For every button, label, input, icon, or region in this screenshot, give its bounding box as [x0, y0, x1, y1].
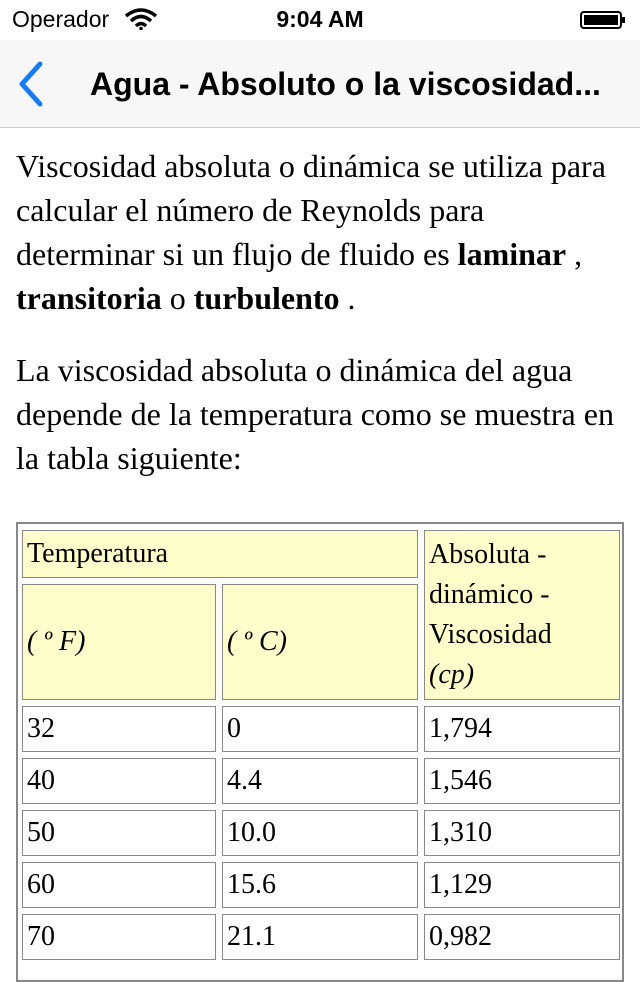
cell-celsius: 4.4 — [222, 758, 418, 804]
intro-paragraph — [16, 144, 628, 320]
header-celsius-label: ( º C) — [227, 626, 288, 657]
table-row — [22, 810, 620, 856]
header-temperature: Temperatura — [22, 530, 418, 578]
term-laminar: laminar — [457, 236, 567, 272]
cell-viscosity: 1,129 — [424, 862, 620, 908]
cell-viscosity: 0,982 — [424, 914, 620, 960]
table-row — [22, 862, 620, 908]
navigation-bar — [0, 40, 640, 128]
cell-fahrenheit: 40 — [22, 758, 216, 804]
table-row — [22, 758, 620, 804]
header-viscosity — [424, 530, 620, 700]
term-transitoria: transitoria — [16, 280, 162, 316]
cell-fahrenheit: 32 — [22, 706, 216, 752]
viscosity-table — [16, 524, 626, 966]
cell-celsius: 15.6 — [222, 862, 418, 908]
header-celsius — [222, 584, 418, 700]
table-row — [22, 706, 620, 752]
header-viscosity-label: Absoluta - dinámico - Viscosidad — [429, 539, 552, 650]
battery-icon — [580, 11, 626, 29]
period: . — [339, 280, 356, 316]
article-body — [16, 144, 628, 508]
header-viscosity-unit: (cp) — [429, 659, 475, 690]
separator: o — [161, 280, 194, 316]
carrier-label: Operador — [12, 6, 110, 32]
header-fahrenheit — [22, 584, 216, 700]
separator: , — [566, 236, 583, 272]
viscosity-table-frame — [16, 522, 624, 982]
header-fahrenheit-label: ( º F) — [27, 626, 86, 657]
cell-celsius: 10.0 — [222, 810, 418, 856]
cell-viscosity: 1,546 — [424, 758, 620, 804]
intro-text: Viscosidad absoluta o dinámica se utiliza para calcular el número de Reynolds para determinar si un flujo de fluido es — [16, 148, 606, 272]
back-chevron-icon[interactable] — [14, 60, 48, 108]
status-bar — [0, 0, 640, 40]
cell-fahrenheit: 70 — [22, 914, 216, 960]
cell-celsius: 0 — [222, 706, 418, 752]
cell-fahrenheit: 50 — [22, 810, 216, 856]
term-turbulento: turbulento — [193, 280, 340, 316]
cell-celsius: 21.1 — [222, 914, 418, 960]
cell-viscosity: 1,310 — [424, 810, 620, 856]
clock: 9:04 AM — [276, 6, 364, 32]
cell-fahrenheit: 60 — [22, 862, 216, 908]
cell-viscosity: 1,794 — [424, 706, 620, 752]
page-title: Agua - Absoluto o la viscosidad... — [90, 66, 601, 102]
table-row — [22, 914, 620, 960]
table-intro-paragraph: La viscosidad absoluta o dinámica del agua depende de la temperatura como se muestra en la tabla siguiente: — [16, 352, 614, 476]
